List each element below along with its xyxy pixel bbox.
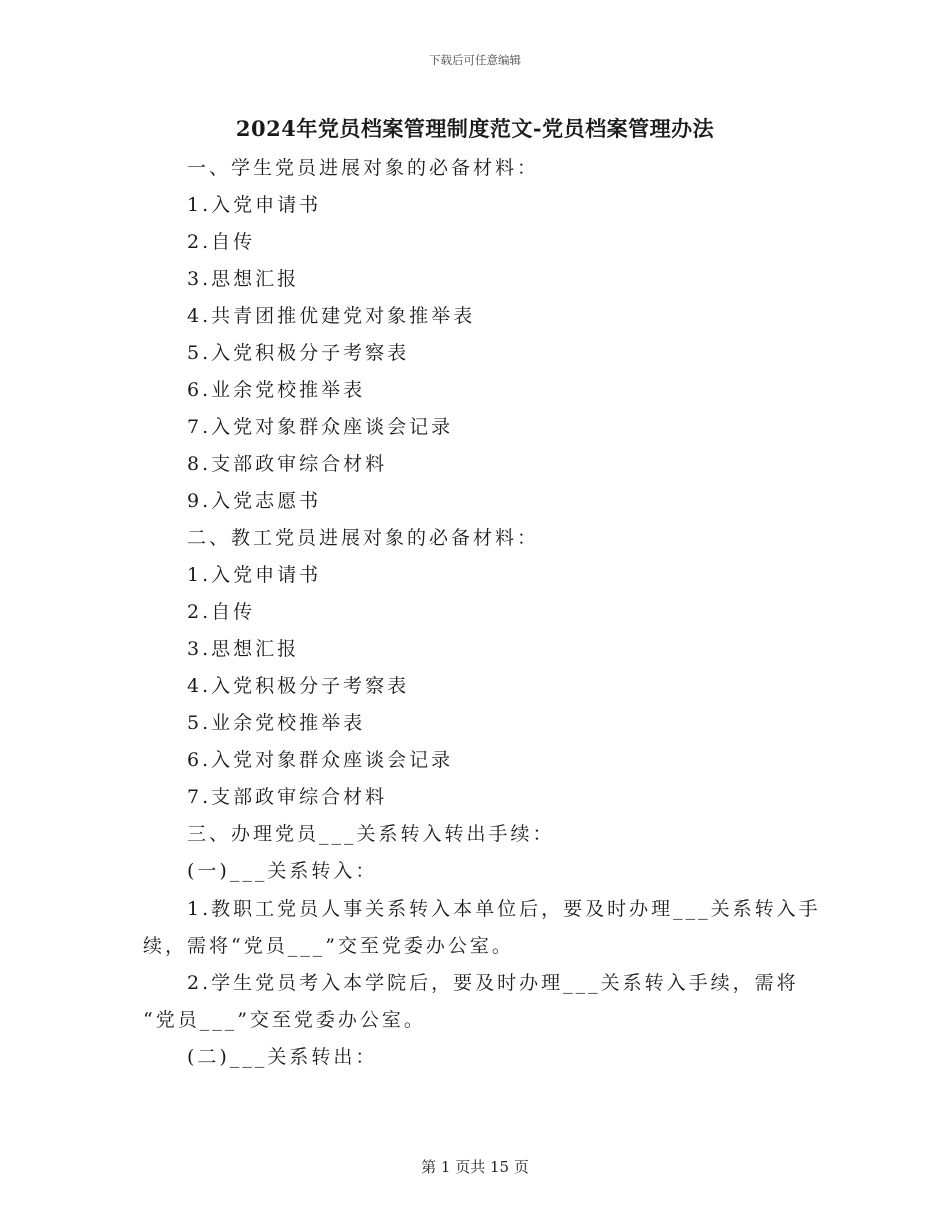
paragraph-2-line-1: 2.学生党员考入本学院后，要及时办理___关系转入手续，需将	[187, 972, 799, 994]
subsection-heading-2: (二)___关系转出：	[187, 1046, 378, 1068]
list-item: 5.入党积极分子考察表	[187, 342, 410, 364]
list-item: 3.思想汇报	[187, 638, 300, 660]
page-number: 第 1 页共 15 页	[421, 1158, 529, 1176]
list-item: 8.支部政审综合材料	[187, 453, 388, 475]
list-item: 1.入党申请书	[187, 564, 322, 586]
paragraph-1-line-2: 续，需将“党员___”交至党委办公室。	[143, 935, 514, 957]
section-heading-3: 三、办理党员___关系转入转出手续：	[187, 823, 555, 845]
paragraph-1-line-1: 1.教职工党员人事关系转入本单位后，要及时办理___关系转入手	[187, 898, 821, 920]
document-title: 2024年党员档案管理制度范文-党员档案管理办法	[235, 116, 715, 141]
list-item: 7.支部政审综合材料	[187, 786, 388, 808]
list-item: 2.自传	[187, 601, 256, 623]
list-item: 2.自传	[187, 231, 256, 253]
section-heading-1: 一、学生党员进展对象的必备材料：	[187, 157, 540, 179]
header-note: 下载后可任意编辑	[429, 53, 521, 67]
list-item: 6.业余党校推举表	[187, 379, 366, 401]
list-item: 7.入党对象群众座谈会记录	[187, 416, 454, 438]
list-item: 5.业余党校推举表	[187, 712, 366, 734]
list-item: 6.入党对象群众座谈会记录	[187, 749, 454, 771]
paragraph-2-line-2: “党员___”交至党委办公室。	[143, 1009, 426, 1031]
list-item: 9.入党志愿书	[187, 490, 322, 512]
subsection-heading-1: (一)___关系转入：	[187, 860, 378, 882]
list-item: 3.思想汇报	[187, 268, 300, 290]
list-item: 4.入党积极分子考察表	[187, 675, 410, 697]
list-item: 1.入党申请书	[187, 194, 322, 216]
list-item: 4.共青团推优建党对象推举表	[187, 305, 476, 327]
section-heading-2: 二、教工党员进展对象的必备材料：	[187, 527, 540, 549]
